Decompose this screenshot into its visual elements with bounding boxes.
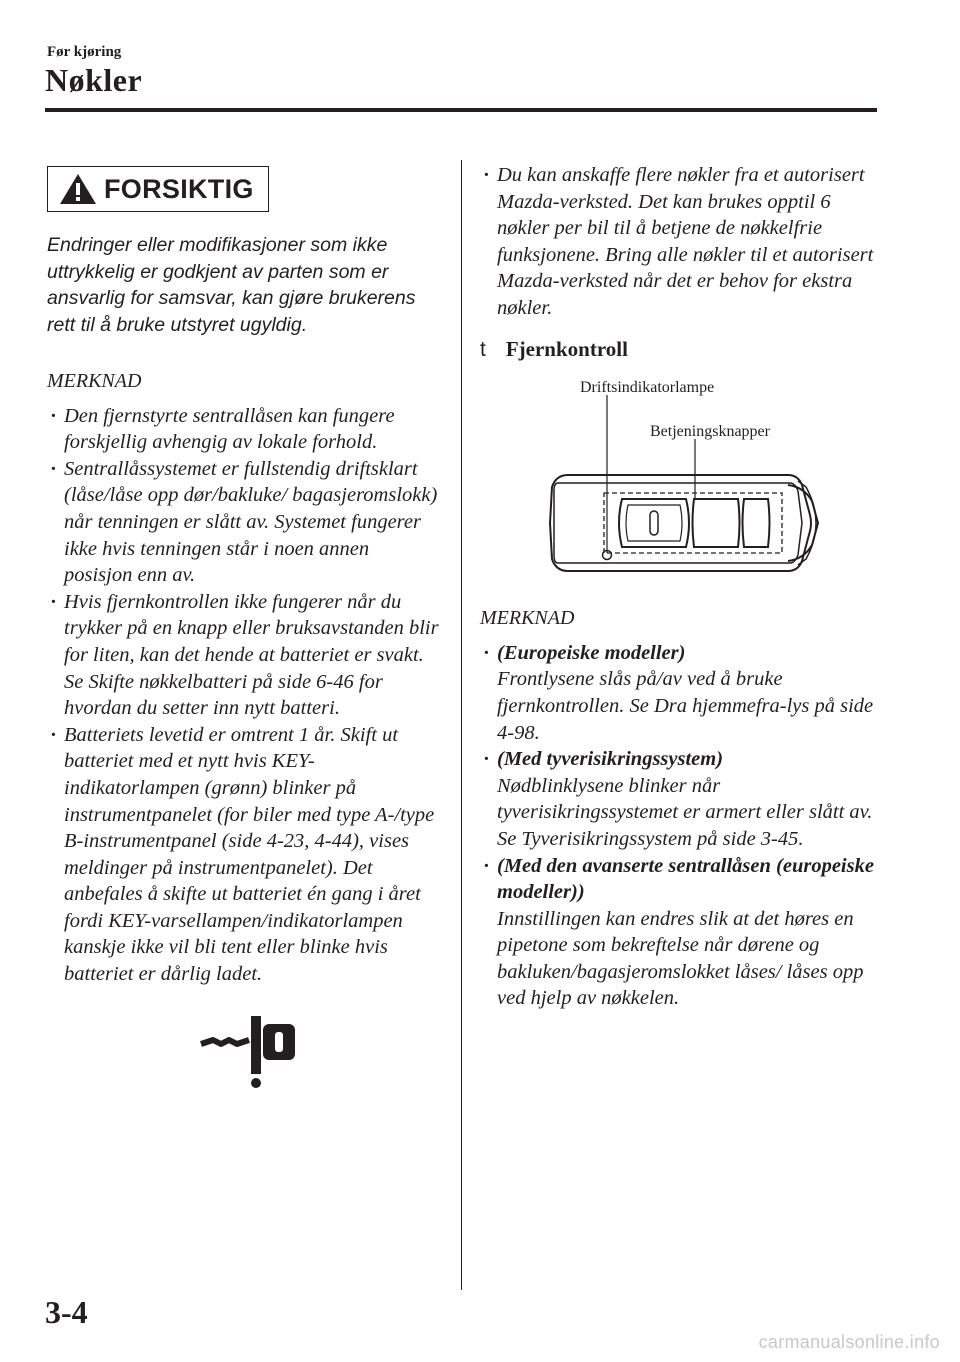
left-column — [47, 166, 442, 1097]
caution-box — [47, 166, 269, 212]
note-list — [480, 162, 880, 322]
heading-text: Fjernkontroll — [505, 336, 628, 361]
column-divider — [461, 160, 462, 1290]
note-label: MERKNAD — [47, 370, 142, 392]
page-number: 3-4 — [45, 1294, 88, 1330]
note-item-title: (Med tyverisikringssystem) — [497, 748, 724, 771]
key-warning-illustration — [199, 1010, 309, 1090]
right-column — [480, 162, 880, 1012]
operation-buttons-label: Betjeningsknapper — [650, 423, 770, 441]
note-item-text: Frontlysene slås på/av ved å bruke fjernkontrollen. Se Dra hjemmefra-lys på side 4-98. — [497, 668, 874, 744]
note-item — [480, 853, 880, 1013]
note-item-text: Innstillingen kan endres slik at det høres en pipetone som bekreftelse når dørene og bakluken/bagasjeromslokket låses/ låses opp ved hjelp av nøkkelen. — [497, 907, 864, 1010]
page-title: Nøkler — [45, 62, 143, 98]
note-item — [480, 746, 880, 852]
indicator-lamp-label: Driftsindikatorlampe — [580, 379, 715, 397]
note-item: · Sentrallåssystemet er fullstendig driftsklart (låse/låse opp dør/bakluke/ bagasjeromslokk) når tenningen er slått av. Systemet fungerer ikke hvis tenningen står i noen annen posisjon enn av. — [47, 456, 442, 589]
note-item-title: (Med den avanserte sentrallåsen (europeiske modeller)) — [497, 854, 874, 904]
note-list — [47, 403, 442, 988]
caution-text: Endringer eller modifikasjoner som ikke uttrykkelig er godkjent av parten som er ansvarlig for samsvar, kan gjøre brukerens rett til å bruke utstyret ugyldig. — [47, 234, 416, 336]
note-item: · Batteriets levetid er omtrent 1 år. Skift ut batteriet med et nytt hvis KEY-indikatorlampen (grønn) blinker på instrumentpanelet (for biler med type A-/type B-instrumentpanel (side 4-23, 4-44), vises meldinger på instrumentpanelet). Det anbefales å skifte ut batteriet én gang i året fordi KEY-varsellampen/indikatorlampen kanskje ikke vil bli tent eller blinke hvis batteriet er dårlig ladet. — [47, 722, 442, 988]
note-item: · Hvis fjernkontrollen ikke fungerer når du trykker på en knapp eller bruksavstanden blir for liten, kan det hende at batteriet er svakt. Se Skifte nøkkelbatteri på side 6-46 for hvordan du setter inn nytt batteri. — [47, 589, 442, 722]
note-item-text: Nødblinklysene blinker når tyverisikringssystemet er armert eller slått av. — [497, 774, 873, 824]
note-item-reference: Se Tyverisikringssystem på side 3-45. — [497, 827, 804, 850]
heading-bullet: t — [480, 337, 486, 361]
remote-heading — [480, 336, 880, 364]
note-label: MERKNAD — [480, 607, 575, 630]
watermark: carmanualsonline.info — [758, 1332, 940, 1352]
section-label: Før kjøring — [47, 44, 122, 60]
note-item: · Den fjernstyrte sentrallåsen kan fungere forskjellig avhengig av lokale forhold. — [47, 403, 442, 456]
remote-illustration — [498, 375, 838, 595]
note-item — [480, 640, 880, 746]
note-list — [480, 640, 880, 1012]
warning-triangle-icon — [58, 172, 98, 206]
note-item-title: (Europeiske modeller) — [497, 641, 686, 664]
title-rule — [45, 108, 877, 112]
note-item: · Du kan anskaffe flere nøkler fra et autorisert Mazda-verksted. Det kan brukes opptil 6 nøkler per bil til å betjene de nøkkelfrie funksjonene. Bring alle nøkler til et autorisert Mazda-verksted når det er behov for ekstra nøkler. — [480, 162, 880, 322]
remote-key-drawing — [498, 375, 838, 595]
caution-title: FORSIKTIG — [104, 173, 254, 204]
